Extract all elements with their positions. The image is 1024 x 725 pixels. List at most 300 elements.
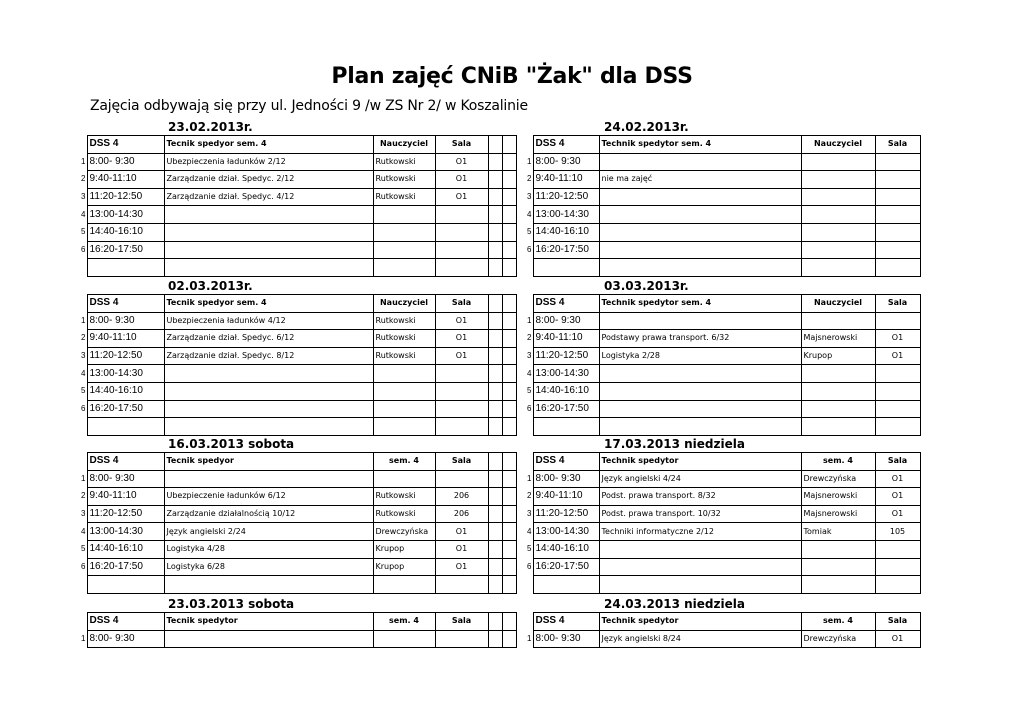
empty-cell <box>488 347 502 365</box>
room-cell: O1 <box>435 347 488 365</box>
schedule-table <box>524 612 921 648</box>
time-slot: 14:40-16:10 <box>533 382 599 400</box>
empty-cell <box>599 259 801 277</box>
room-cell: O1 <box>435 312 488 330</box>
empty-cell <box>488 206 502 224</box>
subject-cell: Podst. prawa transport. 10/32 <box>599 505 801 523</box>
group-header: DSS 4 <box>533 295 599 313</box>
row-number-header <box>524 136 533 154</box>
empty-cell <box>435 259 488 277</box>
room-cell <box>435 400 488 418</box>
teacher-cell <box>801 171 875 189</box>
row-number: 1 <box>81 633 86 643</box>
table-row <box>78 488 516 506</box>
empty-cell <box>502 188 516 206</box>
teacher-header: sem. 4 <box>373 613 435 631</box>
teacher-cell: Krupop <box>801 347 875 365</box>
time-slot: 9:40-11:10 <box>533 488 599 506</box>
room-header: Sala <box>435 453 488 471</box>
empty-cell <box>488 558 502 576</box>
subject-cell <box>164 400 373 418</box>
room-cell: 206 <box>435 488 488 506</box>
time-slot: 8:00- 9:30 <box>87 153 164 171</box>
schedule-table <box>524 452 921 594</box>
teacher-cell: Rutkowski <box>373 171 435 189</box>
time-slot: 11:20-12:50 <box>533 505 599 523</box>
empty-cell <box>875 259 920 277</box>
time-slot: 11:20-12:50 <box>87 347 164 365</box>
time-slot: 16:20-17:50 <box>533 400 599 418</box>
group-header: DSS 4 <box>87 613 164 631</box>
empty-cell <box>533 418 599 436</box>
teacher-cell <box>801 223 875 241</box>
row-number: 6 <box>81 244 86 254</box>
row-number: 4 <box>81 526 86 536</box>
row-number: 3 <box>81 509 86 519</box>
row-number: 2 <box>527 174 532 184</box>
empty-cell <box>502 523 516 541</box>
room-cell <box>435 241 488 259</box>
teacher-cell: Majsnerowski <box>801 330 875 348</box>
subject-cell <box>164 630 373 648</box>
time-slot: 8:00- 9:30 <box>533 312 599 330</box>
empty-cell <box>502 347 516 365</box>
empty-cell <box>488 453 502 471</box>
empty-cell <box>502 453 516 471</box>
time-slot: 16:20-17:50 <box>87 241 164 259</box>
time-slot: 13:00-14:30 <box>533 206 599 224</box>
table-row <box>524 347 920 365</box>
row-number: 4 <box>81 368 86 378</box>
teacher-cell <box>373 241 435 259</box>
room-cell <box>435 223 488 241</box>
empty-cell <box>164 418 373 436</box>
empty-cell <box>488 613 502 631</box>
schedule-table <box>78 135 517 277</box>
room-cell <box>435 365 488 383</box>
room-cell <box>875 153 920 171</box>
table-row <box>524 330 920 348</box>
subject-cell: Techniki informatyczne 2/12 <box>599 523 801 541</box>
row-number: 5 <box>81 386 86 396</box>
room-cell: O1 <box>875 330 920 348</box>
room-cell <box>875 223 920 241</box>
row-number-header <box>524 295 533 313</box>
subject-cell: Podstawy prawa transport. 6/32 <box>599 330 801 348</box>
schedule-table <box>78 452 517 594</box>
schedule-date: 16.03.2013 sobota <box>168 437 295 451</box>
teacher-cell: Tomiak <box>801 523 875 541</box>
subject-cell: Zarządzanie dział. Spedyc. 8/12 <box>164 347 373 365</box>
subject-cell <box>599 382 801 400</box>
table-row <box>78 382 516 400</box>
table-row <box>524 223 920 241</box>
table-row <box>524 241 920 259</box>
empty-cell <box>488 400 502 418</box>
table-row <box>78 206 516 224</box>
row-number <box>524 259 533 277</box>
row-number: 2 <box>527 491 532 501</box>
room-cell: O1 <box>875 470 920 488</box>
subject-cell <box>164 470 373 488</box>
table-row <box>524 400 920 418</box>
room-cell <box>875 206 920 224</box>
row-number: 3 <box>81 351 86 361</box>
subject-cell: Logistyka 6/28 <box>164 558 373 576</box>
table-row <box>524 206 920 224</box>
row-number: 6 <box>81 561 86 571</box>
room-cell <box>875 188 920 206</box>
schedule-date: 23.03.2013 sobota <box>168 597 295 611</box>
room-cell: O1 <box>875 347 920 365</box>
row-number: 3 <box>527 351 532 361</box>
room-header: Sala <box>875 613 920 631</box>
teacher-header: Nauczyciel <box>801 295 875 313</box>
table-row <box>524 558 920 576</box>
empty-cell <box>502 418 516 436</box>
subject-header: Tecnik spedyor sem. 4 <box>164 136 373 154</box>
subject-cell: Logistyka 4/28 <box>164 540 373 558</box>
teacher-cell: Rutkowski <box>373 347 435 365</box>
teacher-cell: Rutkowski <box>373 505 435 523</box>
table-row <box>78 400 516 418</box>
empty-cell <box>488 470 502 488</box>
time-slot: 14:40-16:10 <box>533 223 599 241</box>
table-row <box>78 523 516 541</box>
teacher-cell <box>373 365 435 383</box>
room-header: Sala <box>435 295 488 313</box>
empty-cell <box>87 259 164 277</box>
table-header-row <box>524 613 920 631</box>
row-number: 6 <box>527 244 532 254</box>
empty-cell <box>164 576 373 594</box>
room-cell: O1 <box>435 540 488 558</box>
time-slot: 14:40-16:10 <box>533 540 599 558</box>
teacher-cell: Rutkowski <box>373 153 435 171</box>
empty-cell <box>502 223 516 241</box>
subject-cell <box>599 153 801 171</box>
teacher-cell: Rutkowski <box>373 488 435 506</box>
table-row <box>78 188 516 206</box>
subject-cell: Podst. prawa transport. 8/32 <box>599 488 801 506</box>
table-row <box>78 558 516 576</box>
subject-cell <box>599 558 801 576</box>
schedule-table <box>524 294 921 436</box>
teacher-header: Nauczyciel <box>373 295 435 313</box>
empty-cell <box>502 241 516 259</box>
room-cell <box>875 400 920 418</box>
empty-cell <box>502 400 516 418</box>
row-number: 5 <box>527 386 532 396</box>
time-slot: 11:20-12:50 <box>533 347 599 365</box>
teacher-cell: Rutkowski <box>373 330 435 348</box>
row-number-header <box>524 613 533 631</box>
schedule-date: 24.02.2013r. <box>604 120 689 134</box>
empty-cell <box>502 365 516 383</box>
schedule-table <box>78 612 517 648</box>
table-row <box>78 223 516 241</box>
time-slot: 14:40-16:10 <box>87 540 164 558</box>
table-row <box>78 171 516 189</box>
row-number: 4 <box>81 209 86 219</box>
empty-cell <box>488 382 502 400</box>
teacher-cell <box>801 312 875 330</box>
empty-cell <box>373 259 435 277</box>
teacher-cell <box>801 241 875 259</box>
table-row <box>78 540 516 558</box>
row-number: 1 <box>527 156 532 166</box>
teacher-cell <box>373 630 435 648</box>
row-number: 5 <box>527 227 532 237</box>
time-slot: 9:40-11:10 <box>87 171 164 189</box>
empty-cell <box>801 418 875 436</box>
time-slot: 8:00- 9:30 <box>87 470 164 488</box>
row-number: 1 <box>527 473 532 483</box>
row-number: 5 <box>527 544 532 554</box>
subject-cell: Logistyka 2/28 <box>599 347 801 365</box>
time-slot: 13:00-14:30 <box>533 523 599 541</box>
empty-cell <box>502 171 516 189</box>
teacher-cell <box>373 206 435 224</box>
room-header: Sala <box>875 453 920 471</box>
empty-cell <box>502 382 516 400</box>
row-number: 1 <box>81 315 86 325</box>
row-number <box>78 418 87 436</box>
subject-header: Technik spedytor <box>599 613 801 631</box>
time-slot: 16:20-17:50 <box>533 241 599 259</box>
empty-cell <box>488 136 502 154</box>
room-cell <box>435 630 488 648</box>
row-number <box>78 576 87 594</box>
empty-cell <box>488 312 502 330</box>
teacher-cell <box>801 365 875 383</box>
row-number-header <box>78 613 87 631</box>
table-row <box>524 153 920 171</box>
empty-cell <box>502 330 516 348</box>
row-number <box>78 259 87 277</box>
table-row <box>524 312 920 330</box>
subject-header: Tecnik spedytor <box>164 613 373 631</box>
table-header-row <box>78 613 516 631</box>
subject-cell: Zarządzanie dział. Spedyc. 4/12 <box>164 188 373 206</box>
table-header-row <box>524 295 920 313</box>
room-cell: O1 <box>435 171 488 189</box>
row-number-header <box>78 136 87 154</box>
teacher-cell <box>801 188 875 206</box>
empty-cell <box>502 540 516 558</box>
empty-cell <box>488 153 502 171</box>
empty-cell <box>502 613 516 631</box>
room-cell: O1 <box>435 330 488 348</box>
subject-cell: Zarządzanie dział. Spedyc. 2/12 <box>164 171 373 189</box>
empty-cell <box>875 576 920 594</box>
row-number: 2 <box>81 491 86 501</box>
row-number: 3 <box>81 192 86 202</box>
time-slot: 13:00-14:30 <box>87 523 164 541</box>
page-title: Plan zajęć CNiB "Żak" dla DSS <box>331 64 693 89</box>
teacher-cell: Drewczyńska <box>801 630 875 648</box>
subject-cell <box>164 206 373 224</box>
subject-cell: Ubezpieczenia ładunków 4/12 <box>164 312 373 330</box>
time-slot: 8:00- 9:30 <box>533 470 599 488</box>
row-number: 2 <box>81 174 86 184</box>
room-cell: O1 <box>435 558 488 576</box>
table-row <box>78 365 516 383</box>
empty-cell <box>502 295 516 313</box>
room-cell: 206 <box>435 505 488 523</box>
schedule-date: 02.03.2013r. <box>168 279 253 293</box>
room-cell: O1 <box>435 188 488 206</box>
subject-header: Technik spedytor sem. 4 <box>599 136 801 154</box>
teacher-cell <box>801 558 875 576</box>
teacher-cell <box>373 400 435 418</box>
room-header: Sala <box>435 613 488 631</box>
time-slot: 11:20-12:50 <box>87 505 164 523</box>
room-cell <box>875 241 920 259</box>
empty-cell <box>502 505 516 523</box>
teacher-header: Nauczyciel <box>373 136 435 154</box>
empty-cell <box>488 223 502 241</box>
page-subtitle: Zajęcia odbywają się przy ul. Jedności 9 /w ZS Nr 2/ w Koszalinie <box>90 98 528 114</box>
empty-cell <box>488 630 502 648</box>
table-row <box>524 488 920 506</box>
table-row <box>524 470 920 488</box>
row-number: 1 <box>527 633 532 643</box>
table-header-row <box>524 453 920 471</box>
room-cell <box>875 382 920 400</box>
group-header: DSS 4 <box>533 136 599 154</box>
row-number: 4 <box>527 368 532 378</box>
table-header-row <box>78 453 516 471</box>
time-slot: 14:40-16:10 <box>87 382 164 400</box>
empty-cell <box>488 540 502 558</box>
row-number: 4 <box>527 526 532 536</box>
group-header: DSS 4 <box>533 453 599 471</box>
teacher-header: sem. 4 <box>801 453 875 471</box>
blank-row <box>524 259 920 277</box>
subject-cell: Język angielski 8/24 <box>599 630 801 648</box>
empty-cell <box>801 576 875 594</box>
time-slot: 11:20-12:50 <box>533 188 599 206</box>
room-cell <box>875 171 920 189</box>
row-number: 1 <box>81 156 86 166</box>
teacher-cell <box>801 382 875 400</box>
table-row <box>524 171 920 189</box>
empty-cell <box>488 505 502 523</box>
room-cell: O1 <box>435 523 488 541</box>
empty-cell <box>502 206 516 224</box>
room-cell <box>875 365 920 383</box>
table-row <box>524 505 920 523</box>
empty-cell <box>875 418 920 436</box>
table-header-row <box>524 136 920 154</box>
row-number <box>524 418 533 436</box>
room-cell <box>435 206 488 224</box>
table-row <box>524 523 920 541</box>
time-slot: 9:40-11:10 <box>533 171 599 189</box>
table-row <box>78 241 516 259</box>
time-slot: 14:40-16:10 <box>87 223 164 241</box>
teacher-header: Nauczyciel <box>801 136 875 154</box>
blank-row <box>524 418 920 436</box>
time-slot: 8:00- 9:30 <box>533 153 599 171</box>
teacher-cell: Rutkowski <box>373 312 435 330</box>
blank-row <box>78 418 516 436</box>
time-slot: 13:00-14:30 <box>87 365 164 383</box>
empty-cell <box>599 418 801 436</box>
empty-cell <box>502 470 516 488</box>
group-header: DSS 4 <box>87 295 164 313</box>
table-row <box>524 188 920 206</box>
teacher-cell <box>373 382 435 400</box>
schedule-date: 17.03.2013 niedziela <box>604 437 745 451</box>
row-number: 3 <box>527 509 532 519</box>
time-slot: 13:00-14:30 <box>87 206 164 224</box>
room-cell <box>435 382 488 400</box>
teacher-cell <box>373 470 435 488</box>
empty-cell <box>435 576 488 594</box>
subject-header: Technik spedytor <box>599 453 801 471</box>
subject-cell <box>164 241 373 259</box>
table-row <box>524 540 920 558</box>
empty-cell <box>488 365 502 383</box>
teacher-header: sem. 4 <box>373 453 435 471</box>
subject-header: Technik spedytor sem. 4 <box>599 295 801 313</box>
empty-cell <box>801 259 875 277</box>
room-cell <box>875 558 920 576</box>
teacher-cell <box>801 400 875 418</box>
blank-row <box>78 259 516 277</box>
table-row <box>524 382 920 400</box>
empty-cell <box>599 576 801 594</box>
teacher-cell: Rutkowski <box>373 188 435 206</box>
teacher-cell: Krupop <box>373 540 435 558</box>
room-header: Sala <box>875 136 920 154</box>
room-cell <box>875 540 920 558</box>
blank-row <box>78 576 516 594</box>
subject-header: Tecnik spedyor <box>164 453 373 471</box>
room-cell: O1 <box>875 488 920 506</box>
table-row <box>78 470 516 488</box>
empty-cell <box>488 418 502 436</box>
subject-cell: nie ma zajęć <box>599 171 801 189</box>
empty-cell <box>488 330 502 348</box>
row-number: 4 <box>527 209 532 219</box>
empty-cell <box>488 259 502 277</box>
teacher-cell: Majsnerowski <box>801 488 875 506</box>
subject-cell <box>599 188 801 206</box>
empty-cell <box>533 576 599 594</box>
empty-cell <box>373 576 435 594</box>
empty-cell <box>533 259 599 277</box>
subject-cell <box>599 206 801 224</box>
schedule-date: 24.03.2013 niedziela <box>604 597 745 611</box>
empty-cell <box>87 576 164 594</box>
empty-cell <box>373 418 435 436</box>
empty-cell <box>87 418 164 436</box>
row-number-header <box>524 453 533 471</box>
subject-cell: Język angielski 2/24 <box>164 523 373 541</box>
empty-cell <box>488 171 502 189</box>
schedule-date: 23.02.2013r. <box>168 120 253 134</box>
subject-cell <box>164 223 373 241</box>
table-header-row <box>78 295 516 313</box>
time-slot: 13:00-14:30 <box>533 365 599 383</box>
row-number: 6 <box>527 561 532 571</box>
table-row <box>524 365 920 383</box>
row-number: 5 <box>81 544 86 554</box>
room-cell: 105 <box>875 523 920 541</box>
